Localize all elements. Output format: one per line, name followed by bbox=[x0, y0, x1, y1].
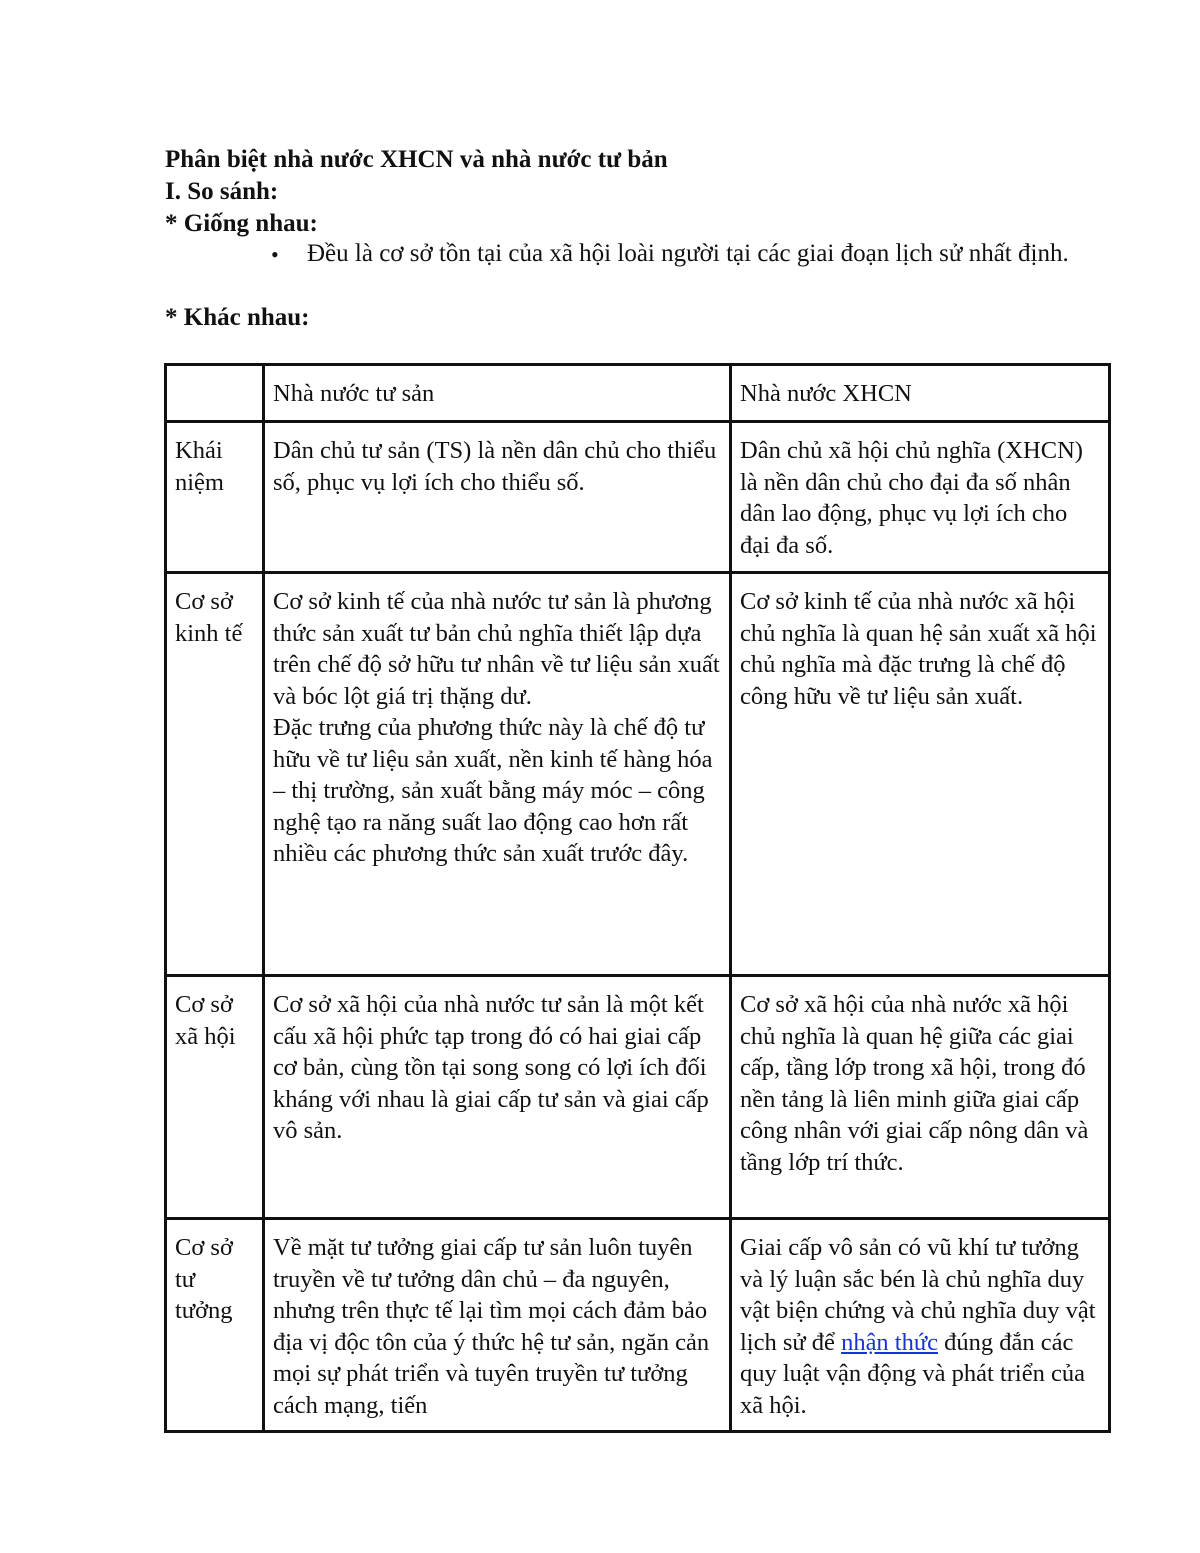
row-label-economic-basis: Cơ sở kinh tế bbox=[166, 573, 264, 976]
cell-bourgeois-economic-basis: Cơ sở kinh tế của nhà nước tư sản là phương thức sản xuất tư bản chủ nghĩa thiết lập dựa trên chế độ sở hữu tư nhân về tư liệu sản xuất và bóc lột giá trị thặng dư. Đặc trưng của phương thức này là chế độ tư hữu về tư liệu sản xuất, nền kinh tế hàng hóa – thị trường, sản xuất bằng máy móc – công nghệ tạo ra năng suất lao động cao hơn rất nhiều các phương thức sản xuất trước đây. bbox=[264, 573, 731, 976]
header-cell-socialist-state: Nhà nước XHCN bbox=[731, 365, 1110, 422]
awareness-link[interactable]: nhận thức bbox=[841, 1328, 939, 1356]
document-title: Phân biệt nhà nước XHCN và nhà nước tư bản bbox=[165, 146, 668, 173]
socialist-ideology-text-start: Giai cấp vô sản có vũ khí tư tưởng và lý luận sắc bén là chủ nghĩa duy vật biện chứng và chủ nghĩa duy vật lịch sử để bbox=[740, 1234, 1096, 1356]
table-row bbox=[166, 573, 1110, 976]
similarities-heading: * Giống nhau: bbox=[165, 210, 318, 237]
table-row bbox=[166, 422, 1110, 573]
cell-socialist-social-basis: Cơ sở xã hội của nhà nước xã hội chủ nghĩa là quan hệ giữa các giai cấp, tầng lớp trong xã hội, trong đó nền tảng là liên minh giữa giai cấp công nhân với giai cấp nông dân và tầng lớp trí thức. bbox=[731, 976, 1110, 1219]
header-cell-empty bbox=[166, 365, 264, 422]
cell-bourgeois-concept: Dân chủ tư sản (TS) là nền dân chủ cho thiểu số, phục vụ lợi ích cho thiểu số. bbox=[264, 422, 731, 573]
table-header-row bbox=[166, 365, 1110, 422]
cell-bourgeois-ideological-basis: Về mặt tư tưởng giai cấp tư sản luôn tuyên truyền về tư tưởng dân chủ – đa nguyên, nhưng trên thực tế lại tìm mọi cách đảm bảo địa vị độc tôn của ý thức hệ tư sản, ngăn cản mọi sự phát triển và tuyên truyền tư tưởng cách mạng, tiến bbox=[264, 1219, 731, 1432]
row-label-concept: Khái niệm bbox=[166, 422, 264, 573]
similarity-bullet: Đều là cơ sở tồn tại của xã hội loài người tại các giai đoạn lịch sử nhất định. bbox=[307, 240, 1069, 267]
differences-heading: * Khác nhau: bbox=[165, 304, 310, 331]
comparison-table bbox=[164, 363, 1111, 1433]
table-row bbox=[166, 1219, 1110, 1432]
cell-socialist-economic-basis: Cơ sở kinh tế của nhà nước xã hội chủ nghĩa là quan hệ sản xuất xã hội chủ nghĩa mà đặc trưng là chế độ công hữu về tư liệu sản xuất. bbox=[731, 573, 1110, 976]
row-label-ideological-basis: Cơ sở tư tưởng bbox=[166, 1219, 264, 1432]
table-row bbox=[166, 976, 1110, 1219]
section-heading: I. So sánh: bbox=[165, 178, 279, 205]
header-cell-bourgeois-state: Nhà nước tư sản bbox=[264, 365, 731, 422]
bullet-icon: • bbox=[271, 242, 279, 267]
cell-socialist-concept: Dân chủ xã hội chủ nghĩa (XHCN) là nền dân chủ cho đại đa số nhân dân lao động, phục vụ lợi ích cho đại đa số. bbox=[731, 422, 1110, 573]
socialist-ideology-text-end: đúng đắn các quy luật vận động và phát triển của xã hội. bbox=[740, 1328, 1085, 1419]
cell-socialist-ideological-basis bbox=[731, 1219, 1110, 1432]
cell-bourgeois-social-basis: Cơ sở xã hội của nhà nước tư sản là một kết cấu xã hội phức tạp trong đó có hai giai cấp cơ bản, cùng tồn tại song song có lợi ích đối kháng với nhau là giai cấp tư sản và giai cấp vô sản. bbox=[264, 976, 731, 1219]
row-label-social-basis: Cơ sở xã hội bbox=[166, 976, 264, 1219]
